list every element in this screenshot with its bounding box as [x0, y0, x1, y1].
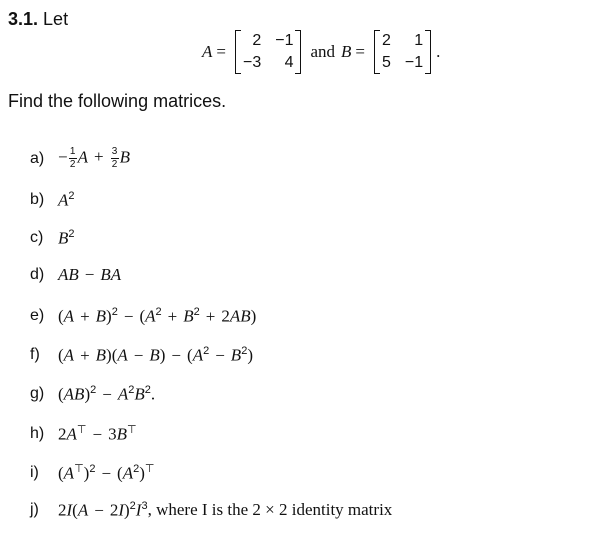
item-expression: $(A^⊤)^2 - (A^2)^⊤$ — [58, 463, 155, 483]
connector-text: and — [310, 42, 336, 61]
matrix-a-cell: −1 — [275, 32, 294, 49]
item-f — [30, 345, 253, 366]
item-expression: − $\frac{1}{2}$ A + $\frac{3}{2}$ B — [58, 146, 130, 170]
item-label: f) — [30, 346, 40, 364]
matrix-b-cell: −1 — [404, 54, 424, 71]
matrix-definitions: A = 2 −1 −3 4 and B = 2 1 5 −1 . — [202, 26, 440, 78]
item-e — [30, 306, 256, 327]
matrix-b — [373, 28, 432, 76]
item-expression: $(AB)^2 - A^2B^2$. — [58, 384, 156, 404]
matrix-a-cell: −3 — [242, 54, 262, 71]
problem-number: 3.1. — [8, 9, 39, 29]
matrix-a-cell: 2 — [252, 32, 262, 49]
item-j-suffix: , where I is the 2 × 2 identity matrix — [147, 500, 393, 520]
item-c — [30, 228, 75, 249]
item-expression: AB − BA — [58, 265, 122, 284]
matrix-a — [234, 28, 303, 76]
item-label: j) — [30, 501, 39, 519]
item-h — [30, 423, 137, 445]
item-label: h) — [30, 424, 45, 442]
item-label: d) — [30, 266, 45, 283]
item-expression: $2I(A - 2I)^2I^3$ — [58, 500, 148, 520]
matrix-a-cell: 4 — [284, 54, 294, 71]
matrix-b-name: B — [341, 42, 352, 61]
matrix-b-cell: 5 — [382, 54, 391, 71]
item-j — [30, 500, 392, 521]
item-g — [30, 384, 155, 405]
item-expression: $A^2$ — [58, 190, 75, 210]
item-b — [30, 190, 75, 211]
item-expression: $(A + B)(A - B) - (A^2 - B^2)$ — [58, 345, 253, 365]
matrix-b-cell: 2 — [382, 32, 391, 49]
item-label: e) — [30, 307, 45, 325]
item-expression: $B^2$ — [58, 228, 75, 248]
item-expression: $(A + B)^2 - (A^2 + B^2 + 2AB)$ — [58, 306, 257, 326]
item-d — [30, 265, 121, 285]
end-punct: . — [436, 42, 441, 61]
item-label: c) — [30, 229, 44, 247]
instruction-text: Find the following matrices. — [8, 91, 227, 111]
problem-header — [8, 9, 68, 30]
matrix-a-name: A — [202, 42, 213, 61]
item-label: g) — [30, 385, 45, 403]
item-label: b) — [30, 191, 45, 209]
item-label: a) — [30, 149, 45, 167]
item-a — [30, 147, 130, 170]
item-expression: 2A⊤ − 3B⊤ — [58, 424, 137, 444]
item-label: i) — [30, 463, 39, 481]
matrix-b-cell: 1 — [414, 32, 424, 49]
item-i — [30, 462, 155, 484]
problem-lead: Let — [43, 9, 69, 29]
